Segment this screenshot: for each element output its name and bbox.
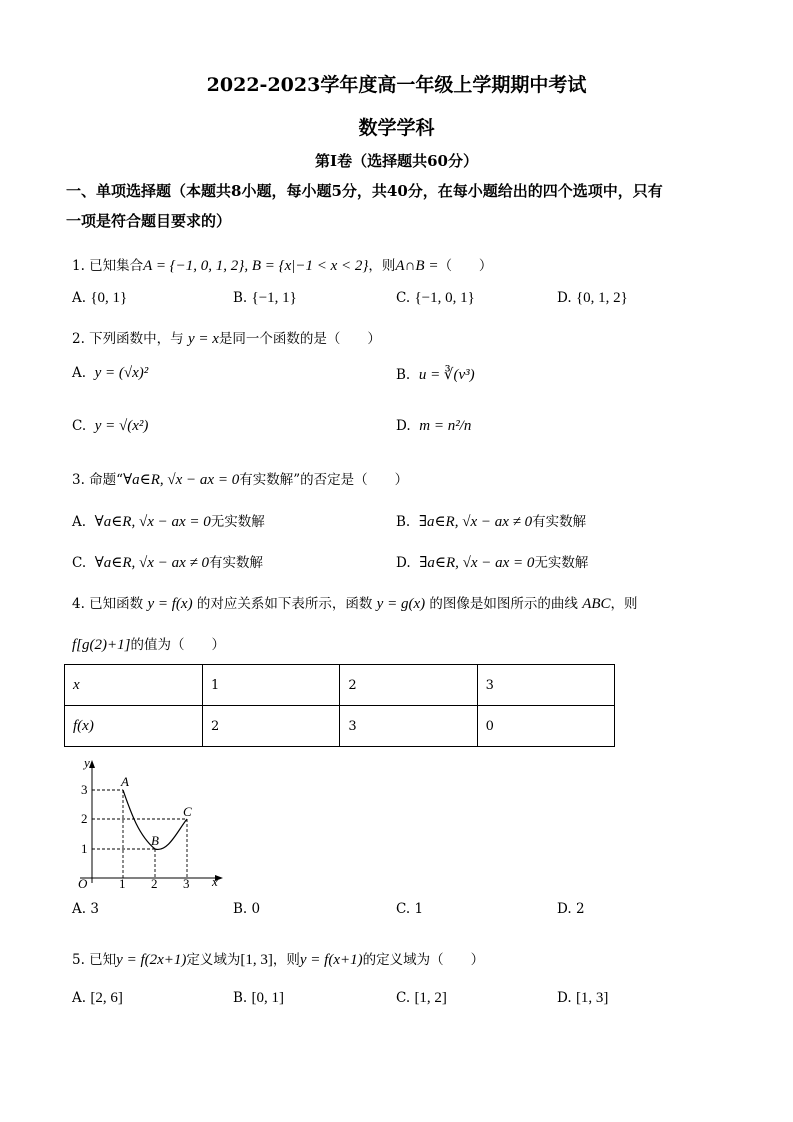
q5-expr2: y = f(x+1) [299,952,363,968]
table-row [65,665,615,706]
option-label: B. [396,514,411,530]
point-b-label: B [151,833,159,848]
section-heading [66,176,736,236]
option-value: [1, 3] [575,990,609,1006]
option-label: B. [396,367,411,383]
table-cell: 3 [477,665,614,706]
table-cell: 3 [340,706,477,747]
q3-option-d[interactable] [396,551,588,572]
q3-option-b[interactable] [396,510,586,531]
option-label: B. [233,290,248,306]
option-label: A. [72,514,87,530]
y-tick-2: 2 [81,811,88,826]
q1-option-d[interactable] [557,290,628,307]
y-tick-3: 3 [81,782,88,797]
option-math: ∀a∈R, √x − ax ≠ 0 [94,555,209,571]
option-math: ∃a∈R, √x − ax ≠ 0 [418,514,533,530]
y-axis-label: y [84,755,90,770]
option-math: ∀a∈R, √x − ax = 0 [94,514,211,530]
q1-option-c[interactable] [396,290,475,307]
option-value: 0 [251,901,261,917]
function-table [64,664,615,747]
option-value: {−1, 0, 1} [414,290,475,306]
q3-tail: 有实数解”的否定是（ ） [239,472,409,488]
q1-tail: （ ） [438,258,493,274]
option-value: [2, 6] [90,990,123,1006]
q4-g-expr: y = g(x) [376,596,426,612]
option-math: ∃a∈R, √x − ax = 0 [419,555,535,571]
option-label: A. [72,901,87,917]
q1-prefix: 1. 已知集合 [72,258,144,274]
option-text: 有实数解 [532,514,587,530]
q5-tail: 的定义域为（ ） [362,952,485,968]
table-cell: x [65,665,203,706]
option-label: A. [72,365,87,381]
option-value: m = n²/n [419,418,472,434]
option-text: 无实数解 [534,555,589,571]
exam-subject: 数学学科 [358,117,435,139]
q4-text: ，则 [610,596,638,612]
q4-text: 的对应关系如下表所示，函数 [196,596,373,612]
option-value: {0, 1} [90,290,128,306]
exam-title: 2022-2023学年度高一年级上学期期中考试 [206,74,587,96]
option-label: B. [233,901,248,917]
option-text: 有实数解 [208,555,263,571]
q2-option-d[interactable] [396,418,471,435]
q5-option-c[interactable] [396,990,447,1007]
q2-option-a[interactable] [72,365,148,382]
option-value: 3 [90,901,99,917]
exam-part-heading: 第Ⅰ卷（选择题共60分） [315,152,478,170]
q2-prefix: 2. 下列函数中，与 [72,331,184,347]
question-4-line1 [72,592,638,613]
q4-option-a[interactable] [72,901,99,917]
section-heading-line1: 一、单项选择题（本题共8小题，每小题5分，共40分，在每小题给出的四个选项中，只有 [66,182,663,200]
option-label: D. [557,290,572,306]
q4-curve: ABC [582,596,611,612]
q1-option-b[interactable] [233,290,297,307]
x-tick-3: 3 [183,876,190,891]
q5-domain: [1, 3] [240,952,273,968]
q1-expr: A∩B = [395,258,439,274]
q1-set-b: , B = {x|−1 < x < 2} [244,258,369,274]
q5-text: ，则 [272,952,300,968]
q5-option-b[interactable] [233,990,284,1007]
q3-option-a[interactable] [72,510,265,531]
question-5 [72,948,484,969]
point-c-label: C [183,804,192,819]
option-label: B. [233,990,248,1006]
q2-option-b[interactable] [396,365,475,384]
x-tick-2: 2 [151,876,158,891]
table-cell: 1 [203,665,340,706]
question-3 [72,468,408,489]
q2-expr: y = x [187,331,219,347]
q5-option-d[interactable] [557,990,608,1007]
option-value: [1, 2] [414,990,447,1006]
q4-tail: 的值为（ ） [130,637,225,653]
table-cell: 2 [203,706,340,747]
option-value: y = √(x²) [94,418,149,434]
x-axis-label: x [212,874,218,889]
q1-option-a[interactable] [72,290,127,307]
option-label: C. [396,290,411,306]
guide-lines [92,790,187,878]
option-value: {−1, 1} [251,290,297,306]
q3-option-c[interactable] [72,551,263,572]
option-label: C. [396,990,411,1006]
option-label: C. [72,418,87,434]
y-tick-1: 1 [81,841,88,856]
q4-text: 的图像是如图所示的曲线 [429,596,578,612]
option-value: 2 [575,901,585,917]
q3-expr: ∀a∈R, √x − ax = 0 [123,472,240,488]
option-label: C. [396,901,411,917]
option-label: C. [72,555,87,571]
option-value: u = ∛(v³) [418,367,475,383]
question-1 [72,254,492,275]
option-value: y = (√x)² [94,365,149,381]
question-4-line2 [72,633,225,654]
table-cell: f(x) [65,706,203,747]
option-label: A. [72,990,87,1006]
q4-option-d[interactable] [557,901,585,917]
q5-text: 定义域为 [186,952,241,968]
option-value: [0, 1] [251,990,285,1006]
table-row [65,706,615,747]
option-value: {0, 1, 2} [575,290,628,306]
y-axis-arrow [89,760,95,768]
option-label: D. [396,555,411,571]
option-label: D. [557,901,572,917]
q2-tail: 是同一个函数的是（ ） [218,331,381,347]
option-label: A. [72,290,87,306]
origin-label: O [78,876,88,891]
curve-graph [60,755,230,891]
q4-f-expr: y = f(x) [147,596,193,612]
q2-option-c[interactable] [72,418,148,435]
q5-text: 5. 已知 [72,952,117,968]
option-value: 1 [414,901,424,917]
option-label: D. [557,990,572,1006]
q5-option-a[interactable] [72,990,123,1007]
option-text: 无实数解 [210,514,265,530]
q4-option-c[interactable] [396,901,423,917]
point-a-label: A [121,774,129,789]
q4-text: 4. 已知函数 [72,596,144,612]
q4-expr: f[g(2)+1] [72,637,131,653]
q5-expr1: y = f(2x+1) [116,952,187,968]
q1-set-a: A = {−1, 0, 1, 2} [143,258,245,274]
table-cell: 2 [340,665,477,706]
question-2 [72,327,381,348]
x-tick-1: 1 [119,876,126,891]
table-cell: 0 [477,706,614,747]
q4-option-b[interactable] [233,901,260,917]
q1-mid: ，则 [368,258,396,274]
q3-prefix: 3. 命题“ [72,472,124,488]
section-heading-line2: 一项是符合题目要求的） [66,212,232,230]
option-label: D. [396,418,411,434]
